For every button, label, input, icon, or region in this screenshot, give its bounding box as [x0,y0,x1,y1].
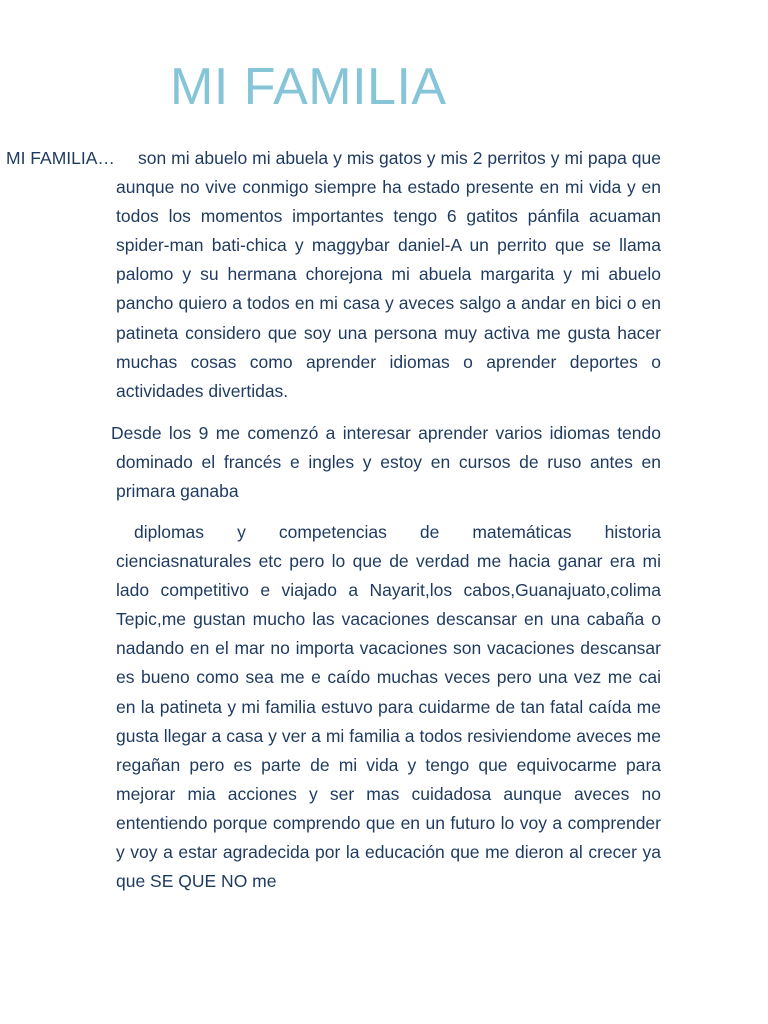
page-title: MI FAMILIA [170,58,447,116]
paragraph-body: cienciasnaturales etc pero lo que de verdad me hacia ganar era mi lado competitivo e viajado a Nayarit,los cabos,Guanajuato,colima Tepic,me gustan mucho las vacaciones descansar en una cabaña o nadando en el mar no importa vacaciones son vacaciones descansar es bueno como sea me e caído muchas veces pero una vez me cai en la patineta y mi familia estuvo para cuidarme de tan fatal caída me gusta llegar a casa y ver a mi familia a todos resiviendome aveces me regañan pero es parte de mi vida y tengo que equivocarme para mejorar mia acciones y ser mas cuidadosa aunque aveces no ententiendo porque comprendo que en un futuro lo voy a comprender y voy a estar agradecida por la educación que me dieron al crecer ya que SE QUE NO me [116,551,661,892]
paragraph-lead-line: diplomas y competencias de matemáticas historia [134,522,661,542]
paragraph-lead-label: MI FAMILIA… [6,148,115,168]
paragraph-family [6,144,661,406]
paragraph-body: son mi abuelo mi abuela y mis gatos y mis 2 perritos y mi papa que aunque no vive conmigo siempre ha estado presente en mi vida y en todos los momentos importantes tengo 6 gatitos pánfila acuaman spider-man bati-chica y maggybar daniel-A un perrito que se llama palomo y su hermana chorejona mi abuela margarita y mi abuelo pancho quiero a todos en mi casa y aveces salgo a andar en bici o en patineta considero que soy una persona muy activa me gusta hacer muchas cosas como aprender idiomas o aprender deportes o actividades divertidas. [116,148,661,401]
paragraph-body: Desde los 9 me comenzó a interesar aprender varios idiomas tendo dominado el francés e ingles y estoy en cursos de ruso antes en primara ganaba [111,423,661,502]
paragraph-achievements [116,518,661,896]
paragraph-languages [111,419,661,506]
